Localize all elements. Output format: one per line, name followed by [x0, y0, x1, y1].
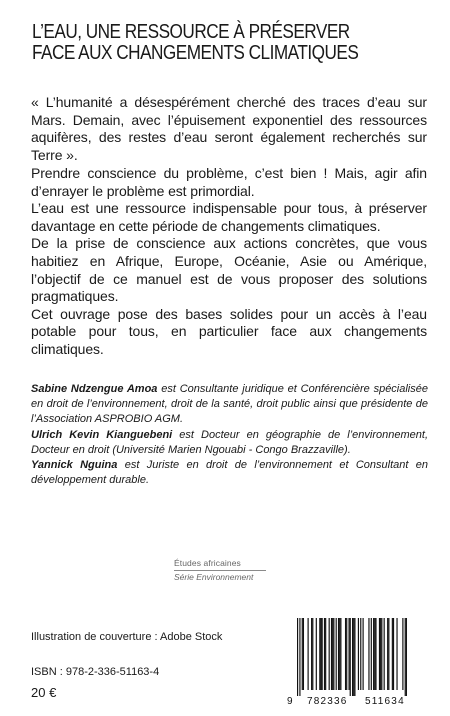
barcode-bar	[360, 618, 361, 690]
barcode-bar	[316, 618, 317, 690]
author-bio	[31, 458, 428, 488]
barcode-digit-first: 9	[287, 696, 293, 706]
barcode-bar	[388, 618, 389, 690]
barcode-bar	[353, 618, 354, 696]
barcode-bar	[381, 618, 382, 690]
isbn: ISBN : 978-2-336-51163-4	[31, 666, 160, 678]
cover-credit: Illustration de couverture : Adobe Stock	[31, 631, 223, 643]
barcode-bar	[340, 618, 341, 690]
collection-name: Études africaines	[174, 558, 241, 568]
barcode-bar	[350, 618, 351, 696]
barcode-bar	[302, 618, 303, 690]
author-description: est Consultante juridique et Conférencière spécialisée en droit de l’environnement, droit de la santé, droit public ainsi que présidente de l’Association ASPROBIO AGM.	[31, 383, 428, 426]
barcode-bar	[299, 618, 300, 696]
barcode-bar	[402, 618, 403, 690]
barcode-bar	[333, 618, 334, 690]
barcode-bar	[325, 618, 326, 690]
author-bio	[31, 428, 428, 458]
description-paragraph: Cet ouvrage pose des bases solides pour un accès à l’eau potable pour tous, en particulier face aux changements climatiques.	[31, 305, 427, 357]
barcode-bar	[348, 618, 349, 690]
barcode-bar	[297, 618, 298, 696]
author-description: est Juriste en droit de l’environnement et Consultant en développement durable.	[31, 459, 428, 487]
barcode-bar	[374, 618, 375, 690]
barcode-bar	[379, 618, 380, 690]
barcode-bar	[371, 618, 372, 690]
author-bios	[31, 382, 428, 488]
author-bio	[31, 382, 428, 428]
barcode-bar	[380, 618, 381, 690]
barcode-bar	[405, 618, 406, 696]
barcode-bar	[392, 618, 393, 690]
description-paragraph: Prendre conscience du problème, c’est bien ! Mais, agir afin d’enrayer le problème est primordial.	[31, 165, 427, 199]
barcode-bar	[384, 618, 385, 690]
barcode-bar	[346, 618, 347, 690]
opening-quote: « L’humanité a désespérément cherché des traces d’eau sur Mars. Demain, avec l’épuisement exponentiel des ressources aquifères, des restes d’eau seront également recherchés sur Terre ».	[31, 94, 427, 163]
collection-divider	[174, 570, 266, 571]
collection-logo	[174, 558, 284, 582]
barcode	[285, 618, 425, 706]
author-name: Ulrich Kevin Kianguebeni	[31, 428, 173, 441]
price: 20 €	[31, 685, 57, 700]
barcode-bar	[322, 618, 323, 690]
description	[31, 165, 427, 359]
barcode-bar	[368, 618, 369, 690]
barcode-bar	[396, 618, 397, 690]
barcode-bar	[331, 618, 332, 690]
barcode-bar	[354, 618, 355, 696]
barcode-bar	[352, 618, 353, 696]
barcode-bar	[363, 618, 364, 690]
barcode-digits-left: 782336	[307, 696, 348, 706]
author-name: Sabine Ndzengue Amoa	[31, 383, 158, 395]
barcode-bar	[373, 618, 374, 690]
barcode-bar	[393, 618, 394, 690]
barcode-digits-right: 511634	[365, 696, 405, 706]
barcode-bar	[320, 618, 321, 690]
barcode-bar	[338, 618, 339, 690]
barcode-bar	[311, 618, 312, 690]
barcode-bar	[339, 618, 340, 690]
barcode-bar	[324, 618, 325, 690]
barcode-bar	[329, 618, 330, 690]
description-paragraph: De la prise de conscience aux actions concrètes, que vous habitiez en Afrique, Europe, Océanie, Asie ou Amérique, l’objectif de ce manuel est de vous proposer des solutions pragmatiques.	[31, 235, 427, 305]
description-paragraph: L’eau est une ressource indispensable pour tous, à préserver davantage en cette période de changements climatiques.	[31, 200, 427, 234]
barcode-bar	[336, 618, 337, 690]
barcode-bar	[375, 618, 376, 690]
barcode-bar	[312, 618, 313, 690]
barcode-bar	[387, 618, 388, 690]
barcode-bar	[358, 618, 359, 690]
barcode-bar	[319, 618, 320, 690]
barcode-bar	[345, 618, 346, 690]
barcode-bar	[406, 618, 407, 696]
barcode-bar	[308, 618, 309, 690]
collection-series: Série Environnement	[174, 572, 254, 582]
barcode-bar	[303, 618, 304, 690]
book-title	[32, 22, 367, 64]
title-line-1: L’EAU, UNE RESSOURCE À PRÉSERVER	[32, 21, 350, 43]
author-description: est Docteur en géographie de l’environnement, Docteur en droit (Université Marien Ngouabi - Congo Brazzaville).	[31, 428, 428, 456]
title-line-2: FACE AUX CHANGEMENTS CLIMATIQUES	[32, 42, 359, 64]
barcode-bar	[332, 618, 333, 690]
author-name: Yannick Nguina	[31, 459, 118, 472]
